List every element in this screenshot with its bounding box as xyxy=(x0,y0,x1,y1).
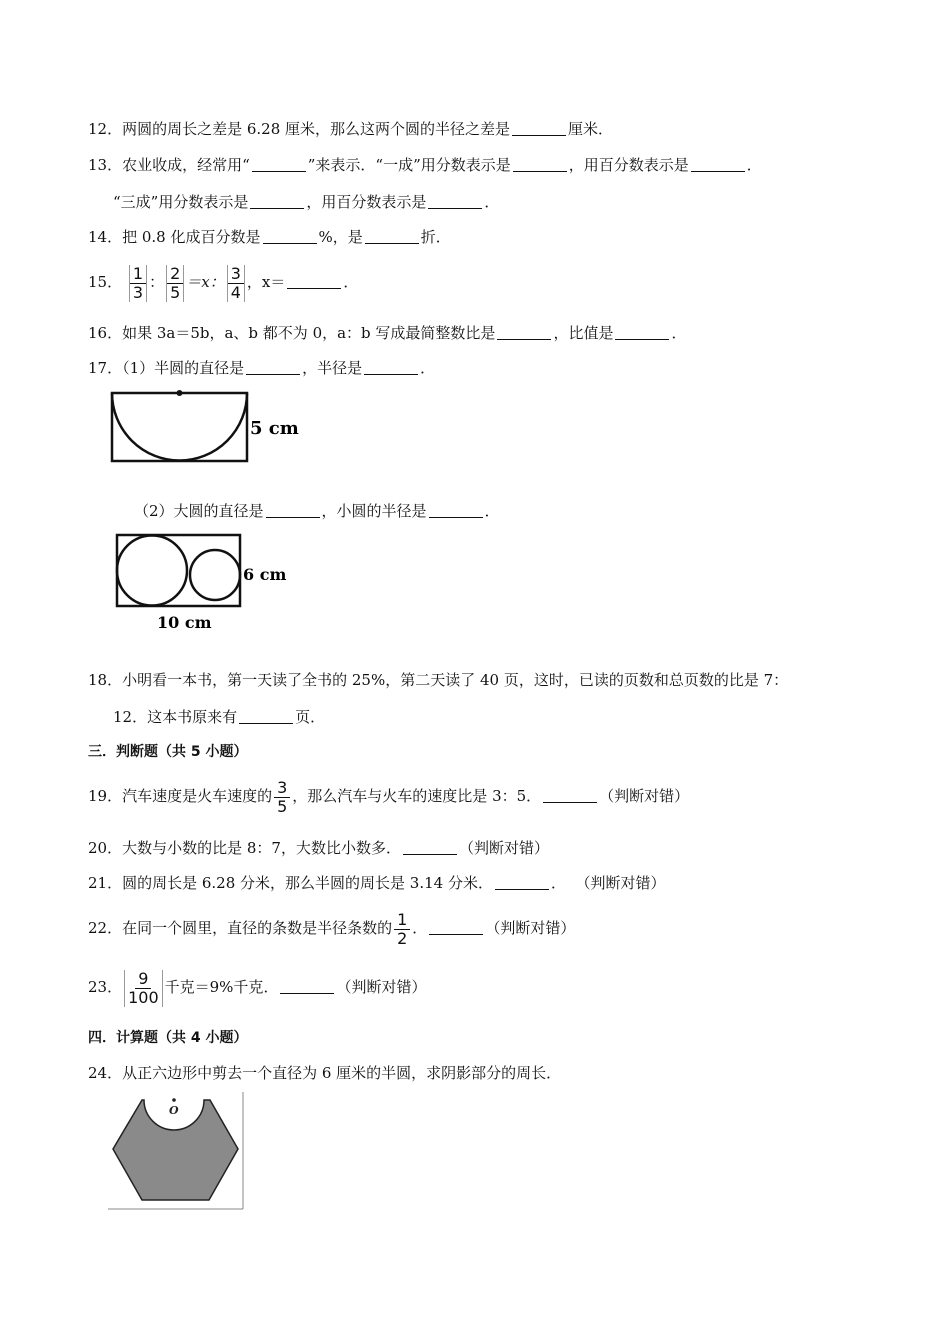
question-21: 21．圆的周长是 6.28 分米，那么半圆的周长是 3.14 分米． ． （判断对错） xyxy=(88,874,666,892)
question-24: 24．从正六边形中剪去一个直径为 6 厘米的半圆，求阴影部分的周长． xyxy=(88,1064,562,1082)
answer-blank[interactable] xyxy=(497,325,551,340)
rectangle-outline xyxy=(117,535,240,606)
fraction-3-4: $\frac{3}{4}$ xyxy=(227,265,245,302)
hexagon-figure xyxy=(106,1090,246,1212)
question-22: 22．在同一个圆里，直径的条数是半径条数的 $\frac{1}{2}$ ． （判断对错） xyxy=(88,909,576,948)
width-label: 10 cm xyxy=(157,613,212,632)
answer-blank[interactable] xyxy=(429,920,483,935)
rectangle-outline xyxy=(112,393,247,461)
height-label: 5 cm xyxy=(250,418,299,439)
answer-blank[interactable] xyxy=(543,788,597,803)
fraction-9-100: $\frac{9}{100}$ xyxy=(124,970,163,1007)
answer-blank[interactable] xyxy=(365,229,419,244)
question-23: 23． $\frac{9}{100}$ 千克＝9%千克． （判断对错） xyxy=(88,968,427,1007)
question-17-part1: 17．（1）半圆的直径是 ，半径是 ． xyxy=(88,359,436,377)
question-17-part2: （2）大圆的直径是 ，小圆的半径是 ． xyxy=(134,502,500,520)
fraction-1-3: $\frac{1}{3}$ xyxy=(129,265,147,302)
height-label: 6 cm xyxy=(243,565,287,584)
answer-blank[interactable] xyxy=(429,503,483,518)
center-point xyxy=(172,1098,176,1102)
center-label: O xyxy=(169,1104,179,1117)
answer-blank[interactable] xyxy=(252,157,306,172)
answer-blank[interactable] xyxy=(403,840,457,855)
answer-blank[interactable] xyxy=(364,360,418,375)
answer-blank[interactable] xyxy=(266,503,320,518)
answer-blank[interactable] xyxy=(513,157,567,172)
section-heading-calculation: 四．计算题（共 4 小题） xyxy=(88,1030,248,1046)
small-circle xyxy=(190,550,240,600)
question-13: 13．农业收成，经常用“ ”来表示．“一成”用分数表示是 ，用百分数表示是 ． xyxy=(88,156,762,174)
answer-blank[interactable] xyxy=(615,325,669,340)
question-18-line2: 12．这本书原来有 页． xyxy=(113,708,326,726)
answer-blank[interactable] xyxy=(495,875,549,890)
center-dot xyxy=(177,390,183,396)
answer-blank[interactable] xyxy=(428,194,482,209)
answer-blank[interactable] xyxy=(280,979,334,994)
question-15: 15． $\frac{1}{3}$ ： $\frac{2}{5}$ ＝x： $\frac{3}{4}$ ，x＝ ． xyxy=(88,263,359,302)
question-20: 20．大数与小数的比是 8：7，大数比小数多． （判断对错） xyxy=(88,839,549,857)
answer-blank[interactable] xyxy=(239,709,293,724)
question-13-line2: “三成”用分数表示是 ，用百分数表示是 ． xyxy=(113,193,500,211)
answer-blank[interactable] xyxy=(512,121,566,136)
fraction-3-5: $\frac{3}{5}$ xyxy=(274,779,290,816)
semicircle-figure xyxy=(108,388,308,468)
question-16: 16．如果 3a＝5b，a、b 都不为 0，a：b 写成最简整数比是 ，比值是 ． xyxy=(88,324,687,342)
answer-blank[interactable] xyxy=(250,194,304,209)
semicircle-arc xyxy=(112,393,247,460)
answer-blank[interactable] xyxy=(246,360,300,375)
question-18: 18．小明看一本书，第一天读了全书的 25%，第二天读了 40 页，这时，已读的页数和总页数的比是 7： xyxy=(88,671,789,689)
fraction-1-2: $\frac{1}{2}$ xyxy=(394,911,410,948)
question-12: 12．两圆的周长之差是 6.28 厘米，那么这两个圆的半径之差是 厘米． xyxy=(88,120,614,138)
answer-blank[interactable] xyxy=(263,229,317,244)
question-19: 19．汽车速度是火车速度的 $\frac{3}{5}$ ，那么汽车与火车的速度比是 3：5． （判断对错） xyxy=(88,777,690,816)
answer-blank[interactable] xyxy=(287,274,341,289)
two-circles-figure xyxy=(112,530,302,635)
section-heading-judgement: 三．判断题（共 5 小题） xyxy=(88,744,248,760)
answer-blank[interactable] xyxy=(691,157,745,172)
question-14: 14．把 0.8 化成百分数是 %，是 折． xyxy=(88,228,451,246)
large-circle xyxy=(117,536,187,606)
fraction-2-5: $\frac{2}{5}$ xyxy=(166,265,184,302)
